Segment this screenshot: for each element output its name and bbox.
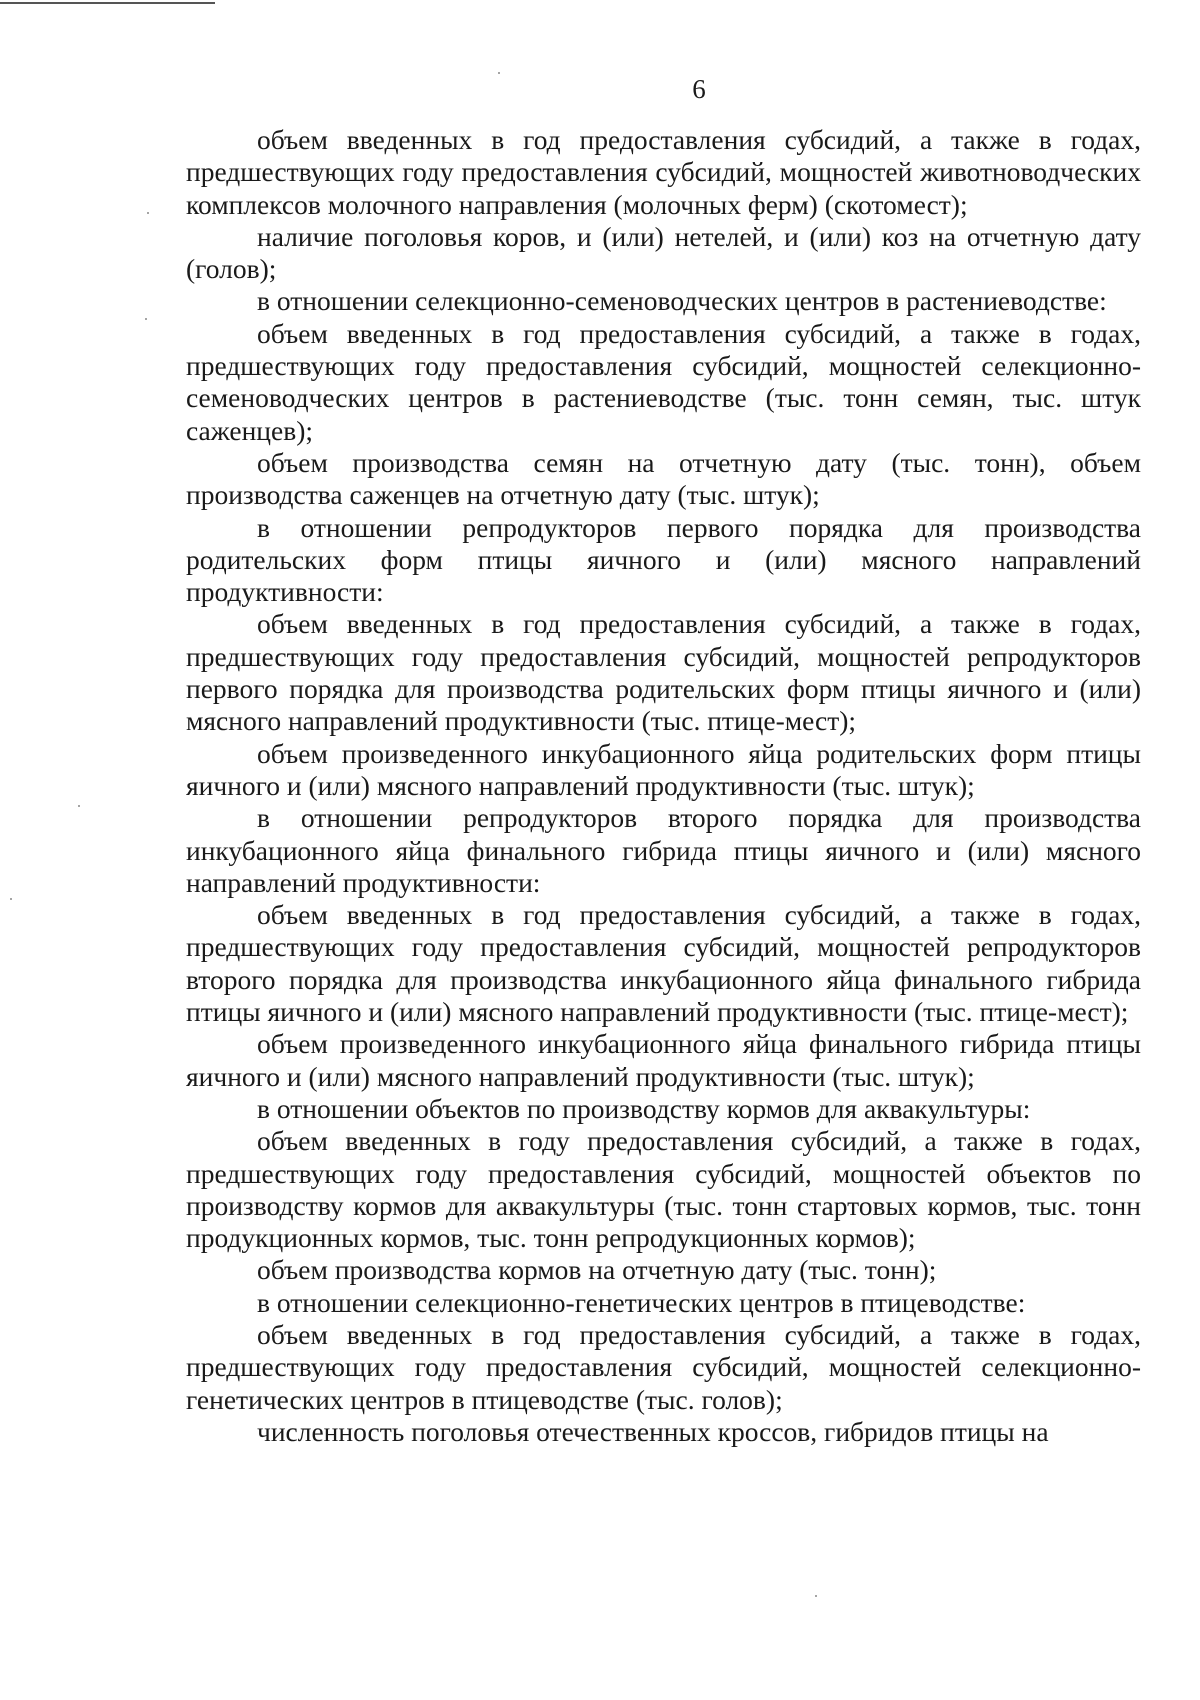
- paragraph: объем произведенного инкубационного яйца финального гибрида птицы яичного и (или) мясного направлений продуктивности (тыс. штук);: [186, 1028, 1141, 1092]
- document-body: [186, 124, 1141, 1448]
- paragraph: объем введенных в год предоставления субсидий, а также в годах, предшествующих году предоставления субсидий, мощностей репродукторов второго порядка для производства инкубационного яйца финального гибрида птицы яичного и (или) мясного направлений продуктивности (тыс. птице-мест);: [186, 899, 1141, 1028]
- paragraph: объем производства кормов на отчетную дату (тыс. тонн);: [257, 1254, 937, 1286]
- paragraph: объем введенных в год предоставления субсидий, а также в годах, предшествующих году предоставления субсидий, мощностей животноводческих комплексов молочного направления (молочных ферм) (скотомест);: [186, 124, 1141, 220]
- paragraph: в отношении селекционно-семеноводческих центров в растениеводстве:: [257, 285, 1107, 317]
- paragraph: наличие поголовья коров, и (или) нетелей, и (или) коз на отчетную дату (голов);: [186, 220, 1141, 285]
- paragraph: объем произведенного инкубационного яйца родительских форм птицы яичного и (или) мясного направлений продуктивности (тыс. штук);: [186, 737, 1141, 801]
- paragraph: в отношении объектов по производству кормов для аквакультуры:: [257, 1092, 1031, 1124]
- scan-speck: [147, 212, 149, 214]
- paragraph: численность поголовья отечественных кроссов, гибридов птицы на: [257, 1415, 1049, 1447]
- paragraph: объем введенных в году предоставления субсидий, а также в годах, предшествующих году предоставления субсидий, мощностей объектов по производству кормов для аквакультуры (тыс. тонн стартовых кормов, тыс. тонн продукционных кормов, тыс. тонн репродукционных кормов);: [186, 1125, 1141, 1254]
- paragraph: в отношении селекционно-генетических центров в птицеводстве:: [257, 1286, 1026, 1318]
- paragraph: объем производства семян на отчетную дату (тыс. тонн), объем производства саженцев на отчетную дату (тыс. штук);: [186, 446, 1141, 511]
- scan-speck: [10, 898, 12, 900]
- paragraph: объем введенных в год предоставления субсидий, а также в годах, предшествующих году предоставления субсидий, мощностей репродукторов первого порядка для производства родительских форм птицы яичного и (или) мясного направлений продуктивности (тыс. птице-мест);: [186, 608, 1141, 737]
- page-number: 6: [692, 74, 706, 104]
- paragraph: в отношении репродукторов первого порядка для производства родительских форм птицы яичного и (или) мясного направлений продуктивности:: [186, 511, 1141, 608]
- scan-speck: [145, 318, 147, 320]
- scan-top-edge-line: [0, 2, 215, 4]
- scan-speck: [78, 805, 80, 807]
- paragraph: объем введенных в год предоставления субсидий, а также в годах, предшествующих году предоставления субсидий, мощностей селекционно-генетических центров в птицеводстве (тыс. голов);: [186, 1318, 1141, 1415]
- scan-speck: [815, 1595, 817, 1597]
- paragraph: объем введенных в год предоставления субсидий, а также в годах, предшествующих году предоставления субсидий, мощностей селекционно-семеноводческих центров в растениеводстве (тыс. тонн семян, тыс. штук саженцев);: [186, 317, 1141, 446]
- paragraph: в отношении репродукторов второго порядка для производства инкубационного яйца финального гибрида птицы яичного и (или) мясного направлений продуктивности:: [186, 802, 1141, 898]
